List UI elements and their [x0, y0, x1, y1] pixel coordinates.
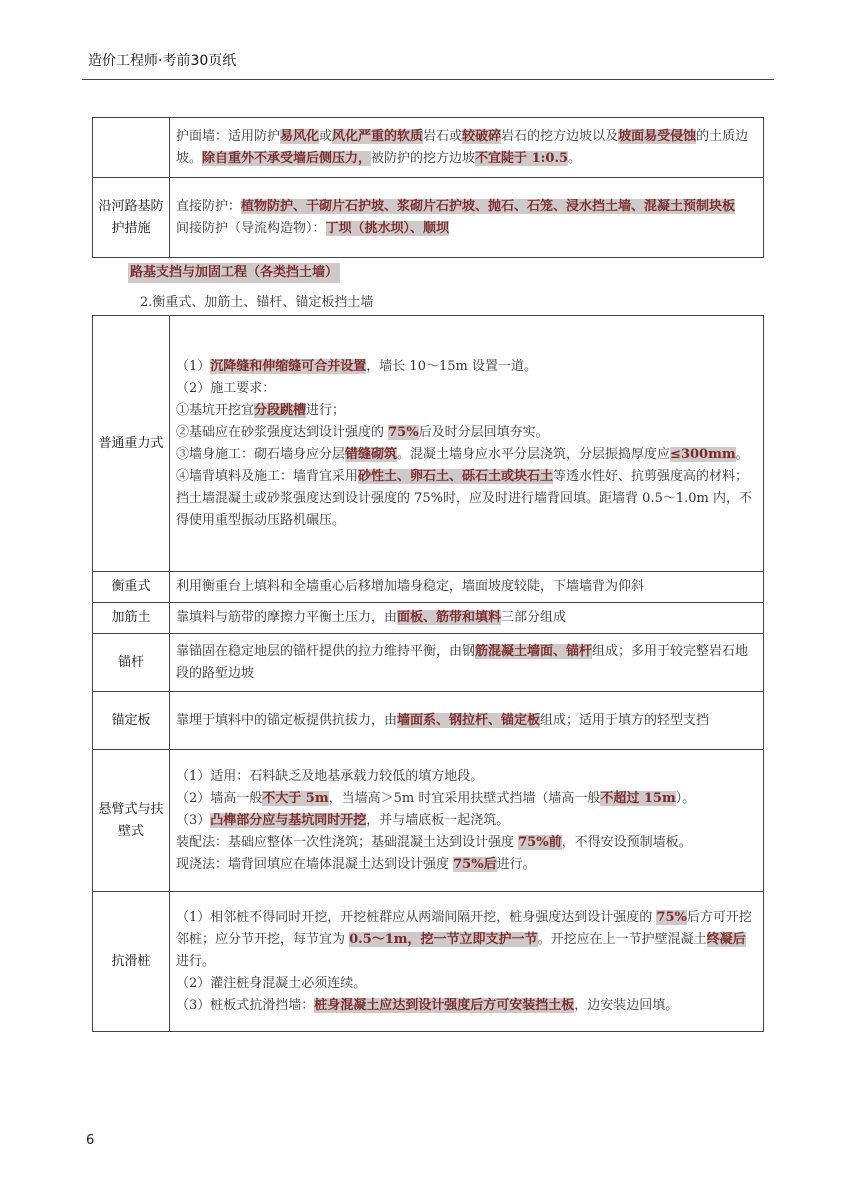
highlighted-text: 不大于 5m	[262, 790, 329, 806]
text-segment: （2）墙高一般	[176, 790, 263, 806]
text-line	[176, 576, 757, 598]
text-segment: 靠埋于填料中的锚定板提供抗拔力，由	[176, 712, 398, 728]
text-segment: 被防护的挖方边坡	[371, 150, 476, 166]
text-line	[176, 466, 757, 532]
highlighted-text: 分段跳槽	[254, 402, 307, 418]
text-segment: ④墙背填料及施工：墙背宜采用	[176, 468, 359, 484]
table-row	[93, 603, 764, 634]
highlighted-text: 错缝砌筑	[345, 446, 398, 462]
text-segment: 。	[735, 446, 749, 462]
text-segment: 等透水性好、抗剪强度高的材料；挡土墙混凝土或砂浆强度达到设计强度的 75%时，应及时进行墙背回填。距墙背 0.5～1.0m 内，不得使用重型振动压路机碾压。	[176, 468, 752, 528]
text-segment: 的土质边坡。	[176, 128, 749, 166]
highlighted-text: 砂性土、卵石土、砾石土或块石土	[358, 468, 554, 484]
text-line	[176, 854, 757, 876]
text-segment: 后及时分层回填夯实。	[418, 424, 549, 440]
highlighted-text: 丁坝（挑水坝）、顺坝	[325, 220, 450, 236]
highlighted-text: 墙面系、钢拉杆、锚定板	[397, 712, 541, 728]
highlighted-text: 0.5～1m，挖一节立即支护一节	[349, 931, 538, 947]
text-segment: 靠填料与筋带的摩擦力平衡土压力，由	[176, 610, 398, 625]
highlighted-text: 75%	[656, 909, 687, 925]
text-line	[176, 766, 757, 788]
page-header-title: 造价工程师·考前30页纸	[88, 53, 237, 69]
text-segment: 岩石或	[423, 128, 463, 144]
text-segment: ，不得安设预制墙板。	[561, 834, 692, 850]
text-segment: ）。	[675, 790, 696, 806]
text-segment: 利用衡重台上填料和全墙重心后移增加墙身稳定，墙面坡度较陡，下墙墙背为仰斜	[176, 579, 645, 594]
text-segment: ，边安装边回填。	[574, 997, 679, 1013]
text-segment: ，墙长 10～15m 设置一道。	[366, 358, 537, 374]
text-line	[176, 422, 757, 444]
highlighted-text: 坡面易受侵蚀	[618, 128, 697, 144]
highlighted-text: ≤300mm	[670, 446, 736, 462]
row-label-anchor-plate: 锚定板	[93, 692, 170, 750]
anchor-plate-text	[170, 692, 764, 750]
text-segment: （1）适用：石料缺乏及地基承载力较低的填方地段。	[176, 768, 484, 784]
row-label-counterweight: 衡重式	[93, 572, 170, 603]
table-row	[93, 750, 764, 892]
highlighted-text: 植物防护、干砌片石护坡、浆砌片石护坡、抛石、石笼、浸水挡土墙、混凝土预制块板	[241, 198, 736, 214]
table-row	[93, 118, 764, 178]
section-title: 路基支挡与加固工程（各类挡土墙）	[128, 263, 340, 283]
row-label-cantilever: 悬臂式与扶壁式	[93, 750, 170, 892]
cantilever-wall-text	[170, 750, 764, 892]
highlighted-text: 较破碎	[462, 128, 502, 144]
text-line	[176, 788, 757, 810]
text-segment: 或	[319, 128, 333, 144]
highlighted-text: 不超过 15m	[600, 790, 676, 806]
row-label-gravity: 普通重力式	[93, 316, 170, 572]
text-segment: 。混凝土墙身应水平分层浇筑，分层振捣厚度应	[397, 446, 671, 462]
text-segment: 。开挖应在上一节护壁混凝土	[537, 931, 707, 947]
text-segment: （2）施工要求：	[176, 380, 276, 396]
text-line	[176, 973, 757, 995]
table-row	[93, 572, 764, 603]
anti-slide-pile-text	[170, 892, 764, 1032]
text-line	[176, 810, 757, 832]
protection-table	[92, 117, 764, 258]
anchor-rod-text	[170, 634, 764, 692]
protective-wall-text	[170, 118, 764, 178]
table-row	[93, 892, 764, 1032]
text-line	[176, 356, 757, 378]
text-segment: 。	[568, 150, 582, 166]
text-segment: 三部分组成	[501, 610, 567, 625]
table-row	[93, 316, 764, 572]
table-row	[93, 178, 764, 258]
text-segment: ，并与墙底板一起浇筑。	[366, 812, 510, 828]
highlighted-text: 终凝后	[706, 931, 746, 947]
text-segment: （3）	[176, 812, 211, 828]
highlighted-text: 75%	[388, 424, 419, 440]
text-line	[176, 832, 757, 854]
section-subtitle: 2.衡重式、加筋土、锚杆、锚定板挡土墙	[140, 295, 374, 310]
highlighted-text: 筋混凝土墙面、锚杆	[475, 643, 593, 659]
text-segment: 护面墙：适用防护	[176, 128, 281, 144]
text-segment: 现浇法：墙背回填应在墙体混凝土达到设计强度	[176, 856, 454, 872]
counterweight-wall-text	[170, 572, 764, 603]
highlighted-text: 沉降缝和伸缩缝可合并设置	[210, 358, 367, 374]
text-segment: 组成；多用于较完整岩石地段的路堑边坡	[176, 643, 749, 681]
text-line	[176, 378, 757, 400]
text-segment: 进行；	[306, 402, 346, 418]
highlighted-text: 不宜陡于 1:0.5	[475, 150, 569, 166]
highlighted-text: 除自重外不承受墙后侧压力，	[202, 150, 372, 166]
page-number: 6	[86, 1133, 95, 1148]
highlighted-text: 75%前	[518, 834, 562, 850]
text-line	[176, 641, 757, 685]
river-protection-text	[170, 178, 764, 258]
text-segment: ①基坑开挖宜	[176, 402, 255, 418]
text-line	[176, 907, 757, 973]
reinforced-earth-text	[170, 603, 764, 634]
text-line	[176, 995, 757, 1017]
retaining-wall-table	[92, 315, 764, 1032]
text-segment: 后方可开挖邻桩；应分节开挖，每节宜为	[176, 909, 752, 947]
highlighted-text: 75%后	[453, 856, 497, 872]
text-segment: 直接防护：	[176, 198, 242, 214]
text-segment: （1）相邻桩不得同时开挖，开挖桩群应从两端间隔开挖，桩身强度达到设计强度的	[176, 909, 657, 925]
text-segment: （2）灌注桩身混凝土必须连续。	[176, 975, 367, 991]
highlighted-text: 面板、筋带和填料	[397, 610, 502, 625]
text-segment: 岩石的挖方边坡以及	[501, 128, 619, 144]
row-label-river-protection: 沿河路基防护措施	[93, 178, 170, 258]
text-segment: ③墙身施工：砌石墙身应分层	[176, 446, 346, 462]
text-line	[176, 444, 757, 466]
table-row	[93, 692, 764, 750]
text-segment: 间接防护（导流构造物）：	[176, 220, 326, 236]
header-divider	[82, 79, 774, 80]
row-label-empty	[93, 118, 170, 178]
text-line	[176, 400, 757, 422]
highlighted-text: 风化严重的软质	[332, 128, 424, 144]
text-segment: （1）	[176, 358, 211, 374]
highlighted-text: 桩身混凝土应达到设计强度后方可安装挡土板	[314, 997, 575, 1013]
text-segment: 靠锚固在稳定地层的锚杆提供的拉力维持平衡，由钢	[176, 643, 476, 659]
text-line	[176, 710, 757, 732]
text-segment: 装配法：基础应整体一次性浇筑；基础混凝土达到设计强度	[176, 834, 519, 850]
row-label-anchor-rod: 锚杆	[93, 634, 170, 692]
table-row	[93, 634, 764, 692]
text-segment: ②基础应在砂浆强度达到设计强度的	[176, 424, 389, 440]
text-segment: 组成；适用于填方的轻型支挡	[540, 712, 710, 728]
text-line	[176, 607, 757, 629]
highlighted-text: 凸榫部分应与基坑同时开挖	[210, 812, 367, 828]
row-label-reinforced-earth: 加筋土	[93, 603, 170, 634]
text-segment: 进行。	[176, 953, 216, 969]
row-label-anti-slide-pile: 抗滑桩	[93, 892, 170, 1032]
gravity-wall-text	[170, 316, 764, 572]
highlighted-text: 易风化	[280, 128, 320, 144]
text-segment: （3）桩板式抗滑挡墙：	[176, 997, 315, 1013]
text-segment: 进行。	[496, 856, 536, 872]
text-segment: ，当墙高＞5m 时宜采用扶壁式挡墙（墙高一般	[328, 790, 601, 806]
